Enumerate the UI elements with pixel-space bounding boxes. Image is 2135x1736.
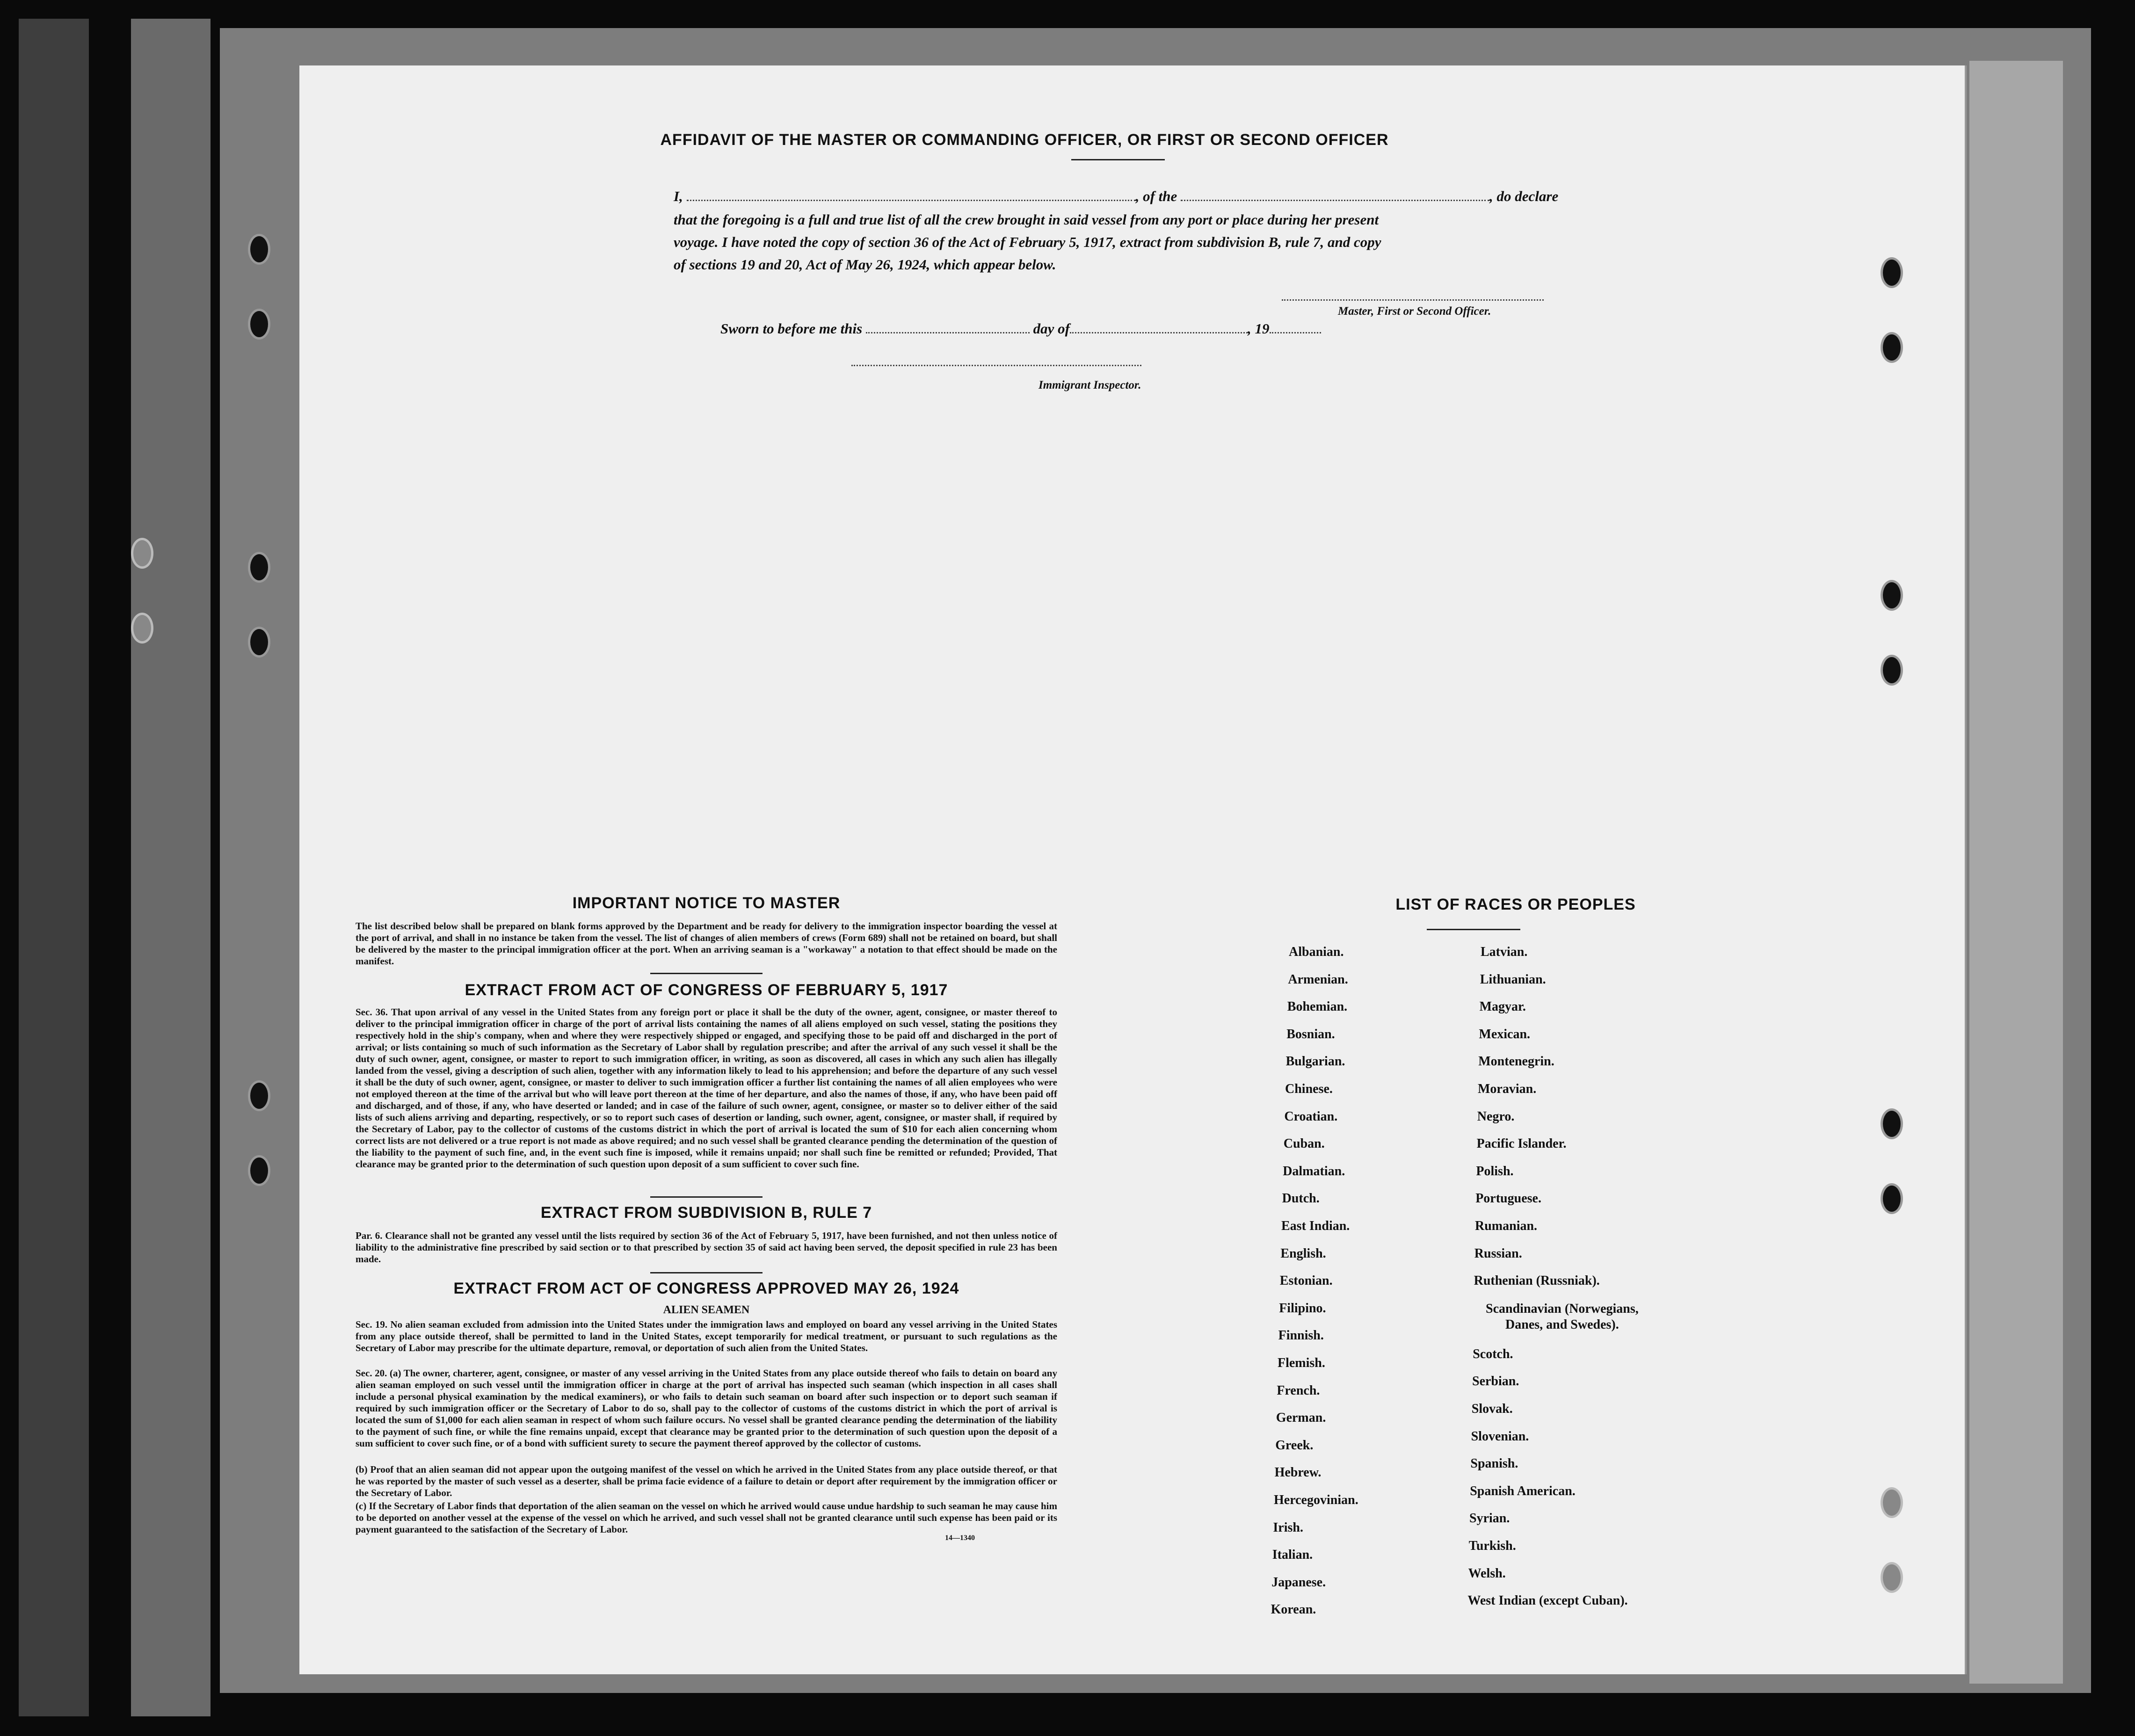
race-item: Portuguese. xyxy=(1475,1191,1541,1206)
race-item: Scotch. xyxy=(1473,1346,1513,1361)
race-item: Bosnian. xyxy=(1286,1027,1335,1042)
year-label: , 19 xyxy=(1248,320,1270,337)
race-item: Rumanian. xyxy=(1475,1219,1538,1233)
race-item: French. xyxy=(1277,1383,1320,1398)
binder-hole xyxy=(248,1155,270,1186)
vessel-name-field[interactable] xyxy=(1181,200,1489,201)
declaration-line-2: that the foregoing is a full and true list of all the crew brought in said vessel from any port or place during her present xyxy=(674,211,1379,228)
race-item: German. xyxy=(1276,1410,1326,1425)
binder-hole xyxy=(248,627,270,658)
binder-hole xyxy=(131,538,153,569)
binder-hole xyxy=(1881,1487,1903,1518)
race-item: East Indian. xyxy=(1281,1219,1350,1233)
section-rule xyxy=(650,973,762,974)
binder-hole xyxy=(248,309,270,340)
binder-hole xyxy=(248,1080,270,1111)
race-item: English. xyxy=(1280,1246,1326,1261)
race-item: Latvian. xyxy=(1481,945,1528,959)
race-item: Estonian. xyxy=(1279,1273,1333,1288)
race-item: Croatian. xyxy=(1284,1109,1338,1124)
sworn-label: Sworn to before me this xyxy=(720,320,863,337)
binder-hole xyxy=(131,613,153,644)
heading-rule xyxy=(1071,159,1165,160)
declaration-line-4: of sections 19 and 20, Act of May 26, 1924, which appear below. xyxy=(674,256,1056,273)
extract-1917-heading: EXTRACT FROM ACT OF CONGRESS OF FEBRUARY 5, 1917 xyxy=(465,981,948,999)
race-item: Mexican. xyxy=(1479,1027,1531,1042)
race-item: Italian. xyxy=(1272,1548,1313,1562)
race-item: Negro. xyxy=(1477,1109,1515,1124)
race-item: Spanish. xyxy=(1470,1456,1518,1471)
binder-hole xyxy=(1881,655,1903,686)
binder-hole xyxy=(248,552,270,583)
race-item: Ruthenian (Russniak). xyxy=(1474,1273,1600,1288)
race-item: West Indian (except Cuban). xyxy=(1467,1593,1628,1608)
race-item: Albanian. xyxy=(1289,945,1344,959)
binding-strip-middle xyxy=(131,19,211,1716)
binder-hole xyxy=(1881,580,1903,611)
do-declare-label: , do declare xyxy=(1489,188,1559,204)
sworn-month-field[interactable] xyxy=(1070,332,1248,333)
affidavit-heading: AFFIDAVIT OF THE MASTER OR COMMANDING OFFICER, OR FIRST OR SECOND OFFICER xyxy=(660,131,1389,149)
race-item: Spanish American. xyxy=(1470,1483,1576,1498)
extract-1924-sec19: Sec. 19. No alien seaman excluded from admission into the United States under the immigration laws and employed on board any vessel arriving in the United States from any place outside thereof, shall be permitted to land in the United States, except temporarily for medical treatment, or pursuant to such regulations as the Secretary of Labor may prescribe for the ultimate departure, removal, or deportation of such alien from the United States. xyxy=(356,1319,1057,1353)
races-rule xyxy=(1427,929,1520,930)
binder-hole xyxy=(1881,1108,1903,1139)
race-item: Slovenian. xyxy=(1471,1429,1529,1444)
sworn-year-field[interactable] xyxy=(1270,332,1321,333)
race-item: Armenian. xyxy=(1288,972,1348,987)
races-heading: LIST OF RACES OR PEOPLES xyxy=(1395,896,1636,913)
binder-hole xyxy=(1881,1562,1903,1593)
race-item: Filipino. xyxy=(1279,1301,1326,1316)
section-rule xyxy=(650,1272,762,1273)
race-item: Flemish. xyxy=(1278,1356,1325,1370)
binder-hole xyxy=(248,234,270,265)
binder-hole xyxy=(1881,1183,1903,1214)
declarant-name-field[interactable] xyxy=(687,200,1136,201)
binding-strip-left xyxy=(19,19,89,1716)
notice-body: The list described below shall be prepared on blank forms approved by the Department and be ready for delivery to the immigration inspector boarding the vessel at the port of arrival, and shall in no instance be taken from the vessel. The list of changes of alien members of crews (Form 689) shall not be retained on board, but shall be delivered by the master to the principal immigration officer at the port. When an arriving seaman is a "workaway" a notation to that effect should be made on the manifest. xyxy=(356,920,1057,967)
race-item: Moravian. xyxy=(1478,1082,1537,1096)
extract-rule7-heading: EXTRACT FROM SUBDIVISION B, RULE 7 xyxy=(540,1204,872,1222)
race-item: Bulgarian. xyxy=(1285,1054,1345,1069)
race-item: Serbian. xyxy=(1472,1374,1519,1389)
race-item: Montenegrin. xyxy=(1478,1054,1554,1069)
inspector-signature-field[interactable] xyxy=(851,365,1141,366)
race-item: Cuban. xyxy=(1283,1136,1325,1151)
race-item: Polish. xyxy=(1476,1164,1514,1179)
race-item: Finnish. xyxy=(1278,1328,1324,1343)
of-the-label: , of the xyxy=(1135,188,1177,204)
race-item: Lithuanian. xyxy=(1480,972,1546,987)
race-item: Chinese. xyxy=(1285,1082,1333,1096)
notice-heading: IMPORTANT NOTICE TO MASTER xyxy=(572,894,841,912)
right-page-edge xyxy=(1969,61,2063,1684)
race-item: Dutch. xyxy=(1282,1191,1320,1206)
race-item: Magyar. xyxy=(1479,999,1526,1014)
day-of-label: day of xyxy=(1033,320,1070,337)
extract-rule7-body: Par. 6. Clearance shall not be granted any vessel until the lists required by section 36 of the Act of February 5, 1917, have been furnished, and not then unless notice of liability to the administrative fine prescribed by said section or to that prescribed by section 35 of said act having been served, the deposit specified in rule 23 has been made. xyxy=(356,1230,1057,1265)
extract-1917-body: Sec. 36. That upon arrival of any vessel in the United States from any foreign port or place it shall be the duty of the owner, agent, consignee, or master thereof to deliver to the principal immigration officer in charge of the port of arrival lists containing the names of all aliens employed on such vessel, stating the positions they respectively hold in the ship's company, when and where they were respectively shipped or engaged, and specifying those to be paid off and discharged in the port of arrival; or lists containing so much of such information as the Secretary of Labor shall by regulation prescribe; and after the arrival of any such vessel it shall be the duty of such owner, agent, consignee, or master to report to such immigration officer, in writing, as soon as discovered, all cases in which any such alien has illegally landed from the vessel, giving a description of such alien, together with any information likely to lead to his apprehension; and before the departure of any such vessel it shall be the duty of such owner, agent, consignee, or master to deliver to such immigration officer a further list containing the names of all alien employees who were not employed thereon at the time of the arrival but who will leave port thereon at the time of her departure, and also the names of those, if any, who have been paid off and discharged, and of those, if any, who have deserted or landed; and in case of the failure of such owner, agent, consignee, or master so to deliver either of the said lists of such aliens arriving and departing, respectively, or so to report such cases of desertion or landing, such owner, agent, consignee, or master shall, if required by the Secretary of Labor, pay to the collector of customs of the customs district in which the port of arrival is located the sum of $10 for each alien concerning whom correct lists are not delivered or a true report is not made as above required; and no such vessel shall be granted clearance pending the determination of the question of the liability to the payment of such fine, and, in the event such fine is imposed, while it remains unpaid; nor shall such fine be remitted or refunded; Provided, That clearance may be granted prior to the determination of such question upon deposit of a sum sufficient to cover such fine. xyxy=(356,1006,1057,1170)
race-item: Hebrew. xyxy=(1274,1465,1322,1480)
race-item: Scandinavian (Norwegians, Danes, and Swedes). xyxy=(1486,1301,1639,1332)
race-item: Greek. xyxy=(1275,1438,1314,1453)
race-item: Bohemian. xyxy=(1287,999,1348,1014)
race-item: Slovak. xyxy=(1471,1402,1513,1416)
race-item: Welsh. xyxy=(1468,1566,1506,1581)
extract-1924-heading: EXTRACT FROM ACT OF CONGRESS APPROVED MAY 26, 1924 xyxy=(453,1280,959,1297)
extract-1924-sec20b: (b) Proof that an alien seaman did not appear upon the outgoing manifest of the vessel on which he arrived in the United States from any place outside thereof, or that he was reported by the master of such vessel as a deserter, shall be prima facie evidence of a failure to detain or deport after requirement by the immigration officer or the Secretary of Labor. xyxy=(356,1464,1057,1498)
extract-1924-sec20c: (c) If the Secretary of Labor finds that deportation of the alien seaman on the vessel on which he arrived would cause undue hardship to such seaman he may cause him to be deported on another vessel at the expense of the vessel on which he arrived, and such vessel shall not be granted clearance until such expense has been paid or its payment guaranteed to the satisfaction of the Secretary of Labor. xyxy=(356,1500,1057,1535)
race-item: Syrian. xyxy=(1469,1511,1510,1526)
race-item: Russian. xyxy=(1474,1246,1522,1261)
race-item: Dalmatian. xyxy=(1283,1164,1345,1179)
race-item: Korean. xyxy=(1271,1602,1316,1617)
race-item: Irish. xyxy=(1273,1520,1303,1535)
officer-signature-caption: Master, First or Second Officer. xyxy=(1338,305,1491,318)
binder-hole xyxy=(1881,332,1903,363)
officer-signature-field[interactable] xyxy=(1282,299,1544,301)
binder-hole xyxy=(1881,257,1903,288)
race-item: Pacific Islander. xyxy=(1476,1136,1567,1151)
inspector-signature-caption: Immigrant Inspector. xyxy=(1038,379,1141,391)
extract-1924-sec20a: Sec. 20. (a) The owner, charterer, agent, consignee, or master of any vessel arriving in the United States from any place outside thereof who fails to detain on board any alien seaman employed on such vessel until the immigration officer in charge at the port of arrival has inspected such seaman (which inspection in all cases shall include a personal physical examination by the medical examiners), or who fails to detain such seaman on board after such inspection or to deport such seaman if required by such immigration officer or the Secretary of Labor to do so, shall pay to the collector of customs of the customs district in which the port of arrival is located the sum of $1,000 for each alien seaman in respect of whom such failure occurs. No vessel shall be granted clearance pending the determination of the liability to the payment of such fine, or while the fine remains unpaid, except that clearance may be granted prior to the determination of such question upon the deposit of a sum sufficient to cover such fine, or of a bond with sufficient surety to secure the payment thereof approved by the collector of customs. xyxy=(356,1367,1057,1449)
race-item: Turkish. xyxy=(1468,1539,1516,1553)
declaration-line-1 xyxy=(674,188,1871,205)
sworn-line xyxy=(720,320,1321,337)
race-item: Japanese. xyxy=(1271,1575,1326,1590)
form-number: 14—1340 xyxy=(945,1534,975,1542)
sworn-day-field[interactable] xyxy=(866,332,1030,333)
document-page xyxy=(299,65,1967,1674)
declarant-label: I, xyxy=(674,188,683,204)
race-item: Hercegovinian. xyxy=(1274,1493,1358,1507)
alien-seamen-subheading: ALIEN SEAMEN xyxy=(663,1304,750,1316)
section-rule xyxy=(650,1196,762,1198)
declaration-line-3: voyage. I have noted the copy of section 36 of the Act of February 5, 1917, extract from subdivision B, rule 7, and copy xyxy=(674,234,1381,250)
